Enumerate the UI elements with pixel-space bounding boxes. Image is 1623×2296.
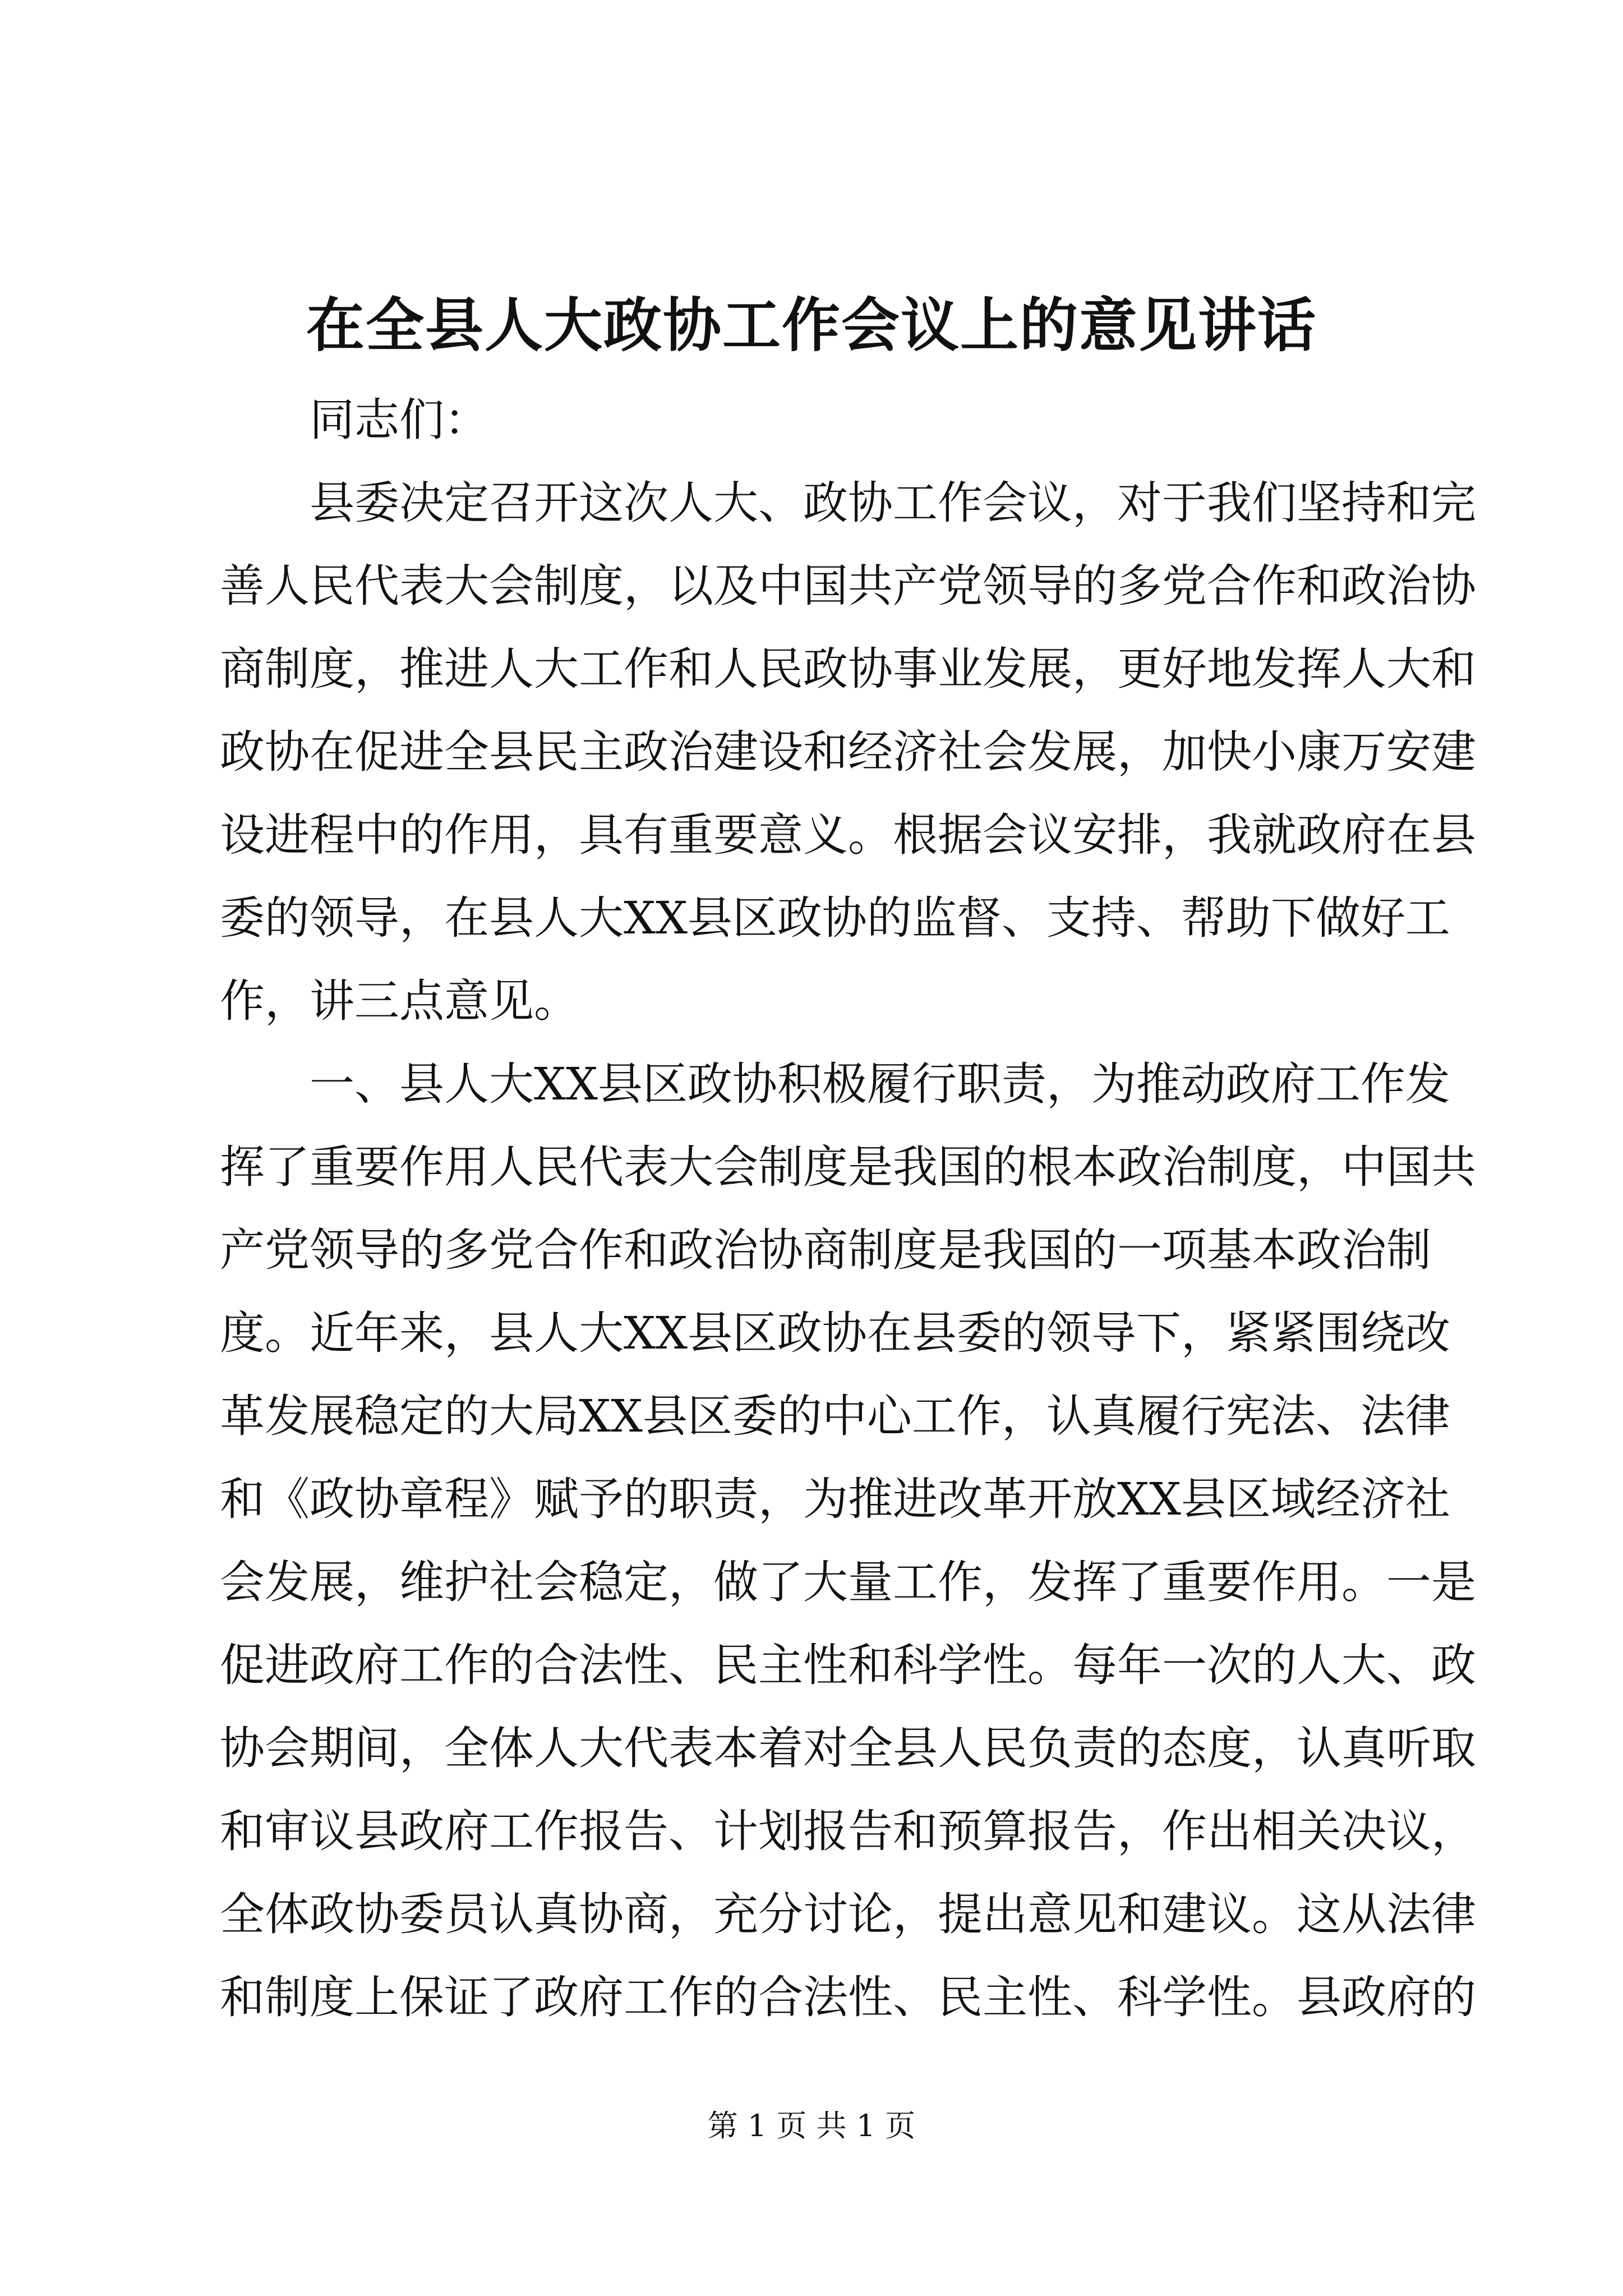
paragraph-line: 作，讲三点意见。 (220, 975, 579, 1027)
paragraph-line: 县委决定召开这次人大、政协工作会议，对于我们坚持和完 (310, 477, 1476, 529)
paragraph-line: 产党领导的多党合作和政治协商制度是我国的一项基本政治制 (220, 1224, 1431, 1276)
paragraph-line: 全体政协委员认真协商，充分讨论，提出意见和建议。这从法律 (220, 1888, 1476, 1940)
paragraph-line: 协会期间，全体人大代表本着对全县人民负责的态度，认真听取 (220, 1722, 1476, 1774)
document-title: 在全县人大政协工作会议上的意见讲话 (306, 291, 1317, 360)
paragraph-line: 委的领导，在县人大XX县区政协的监督、支持、帮助下做好工 (220, 892, 1450, 944)
paragraph-line: 和《政协章程》赋予的职责，为推进改革开放XX县区域经济社 (220, 1473, 1450, 1525)
document-body (220, 379, 1476, 2039)
paragraph-line: 一、县人大XX县区政协积极履行职责，为推动政府工作发 (310, 1058, 1450, 1110)
paragraph-line: 和审议县政府工作报告、计划报告和预算报告，作出相关决议， (220, 1805, 1476, 1857)
paragraph-line: 度。近年来，县人大XX县区政协在县委的领导下，紧紧围绕改 (220, 1307, 1450, 1359)
paragraph-line: 革发展稳定的大局XX县区委的中心工作，认真履行宪法、法律 (220, 1390, 1450, 1442)
paragraph-line: 挥了重要作用人民代表大会制度是我国的根本政治制度，中国共 (220, 1141, 1476, 1193)
paragraph-line: 政协在促进全县民主政治建设和经济社会发展，加快小康万安建 (220, 726, 1476, 778)
paragraph-line: 和制度上保证了政府工作的合法性、民主性、科学性。县政府的 (220, 1971, 1476, 2023)
paragraph-line: 设进程中的作用，具有重要意义。根据会议安排，我就政府在县 (220, 809, 1476, 861)
paragraph-line: 商制度，推进人大工作和人民政协事业发展，更好地发挥人大和 (220, 643, 1476, 695)
page-footer: 第 1 页 共 1 页 (707, 2108, 916, 2143)
paragraph-line: 善人民代表大会制度，以及中国共产党领导的多党合作和政治协 (220, 560, 1476, 612)
paragraph-line: 促进政府工作的合法性、民主性和科学性。每年一次的人大、政 (220, 1639, 1476, 1691)
paragraph-line: 会发展，维护社会稳定，做了大量工作，发挥了重要作用。一是 (220, 1556, 1476, 1608)
salutation: 同志们： (310, 394, 489, 446)
